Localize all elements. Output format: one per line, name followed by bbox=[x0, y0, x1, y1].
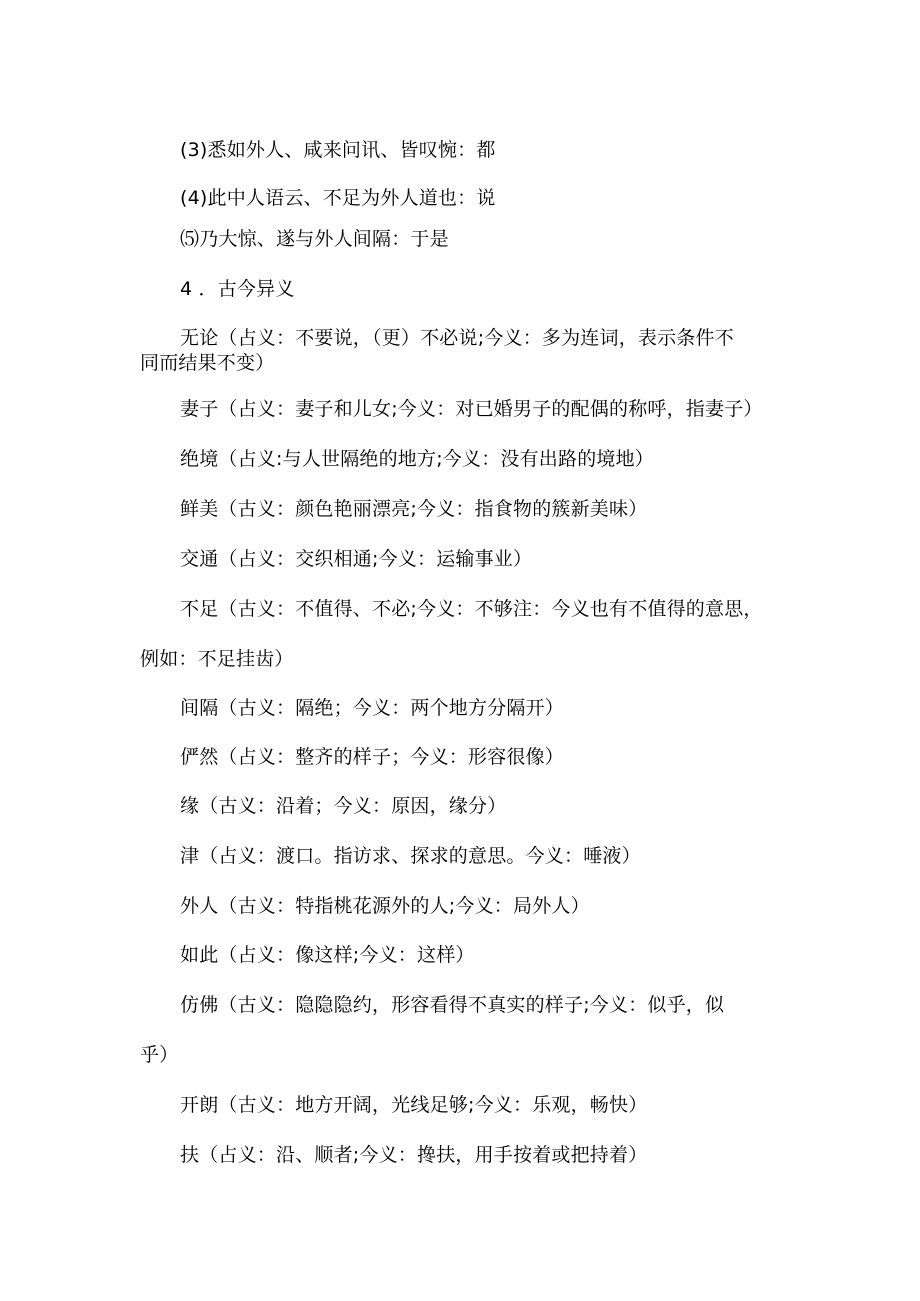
entry-xianmei: 鲜美（古义：颜色艳丽漂亮;今义：指食物的簇新美味） bbox=[180, 498, 648, 520]
entry-buzu-line-2: 例如：不足挂齿） bbox=[140, 648, 294, 670]
entry-qizi: 妻子（占义：妻子和儿女;今义：对已婚男子的配偶的称呼，指妻子） bbox=[180, 398, 763, 420]
entry-fangfu-line-2: 乎） bbox=[140, 1044, 179, 1066]
entry-jin: 津（占义：渡口。指访求、探求的意思。今义：唾液） bbox=[180, 845, 641, 867]
entry-juejing: 绝境（占义:与人世隔绝的地方;今义：没有出路的境地） bbox=[180, 448, 655, 470]
section-heading: 4 ．古今异义 bbox=[180, 278, 295, 300]
entry-jiaotong: 交通（占义：交织相通;今义：运输事业） bbox=[180, 548, 533, 570]
entry-ruci: 如此（占义：像这样;今义：这样） bbox=[180, 944, 475, 966]
entry-buzu-line-1: 不足（古义：不值得、不必;今义：不够注：今义也有不值得的意思， bbox=[180, 598, 763, 620]
entry-fu: 扶（占义：沿、顺者;今义：搀扶，用手按着或把持着） bbox=[180, 1144, 648, 1166]
entry-wulun-line-2: 同而结果不变） bbox=[140, 352, 275, 374]
entry-wairen: 外人（古义：特指桃花源外的人;今义：局外人） bbox=[180, 895, 590, 917]
note-item-5: ⑸乃大惊、遂与外人间隔：于是 bbox=[180, 228, 449, 250]
entry-yuan: 缘（古义：沿着；今义：原因，缘分） bbox=[180, 795, 507, 817]
note-item-3: (3)悉如外人、咸来问讯、皆叹惋：都 bbox=[180, 139, 496, 161]
entry-yanran: 俨然（占义：整齐的样子；今义：形容很像） bbox=[180, 746, 565, 768]
note-item-4: (4)此中人语云、不足为外人道也：说 bbox=[180, 187, 496, 209]
entry-fangfu-line-1: 仿佛（古义：隐隐隐约，形容看得不真实的样子;今义：似乎，似 bbox=[180, 994, 725, 1016]
entry-jiange: 间隔（古义：隔绝；今义：两个地方分隔开） bbox=[180, 697, 565, 719]
entry-kailang: 开朗（古义：地方开阔，光线足够;今义：乐观，畅快） bbox=[180, 1094, 648, 1116]
entry-wulun-line-1: 无论（占义：不要说，（更）不必说;今义：多为连词，表示条件不 bbox=[180, 327, 734, 349]
